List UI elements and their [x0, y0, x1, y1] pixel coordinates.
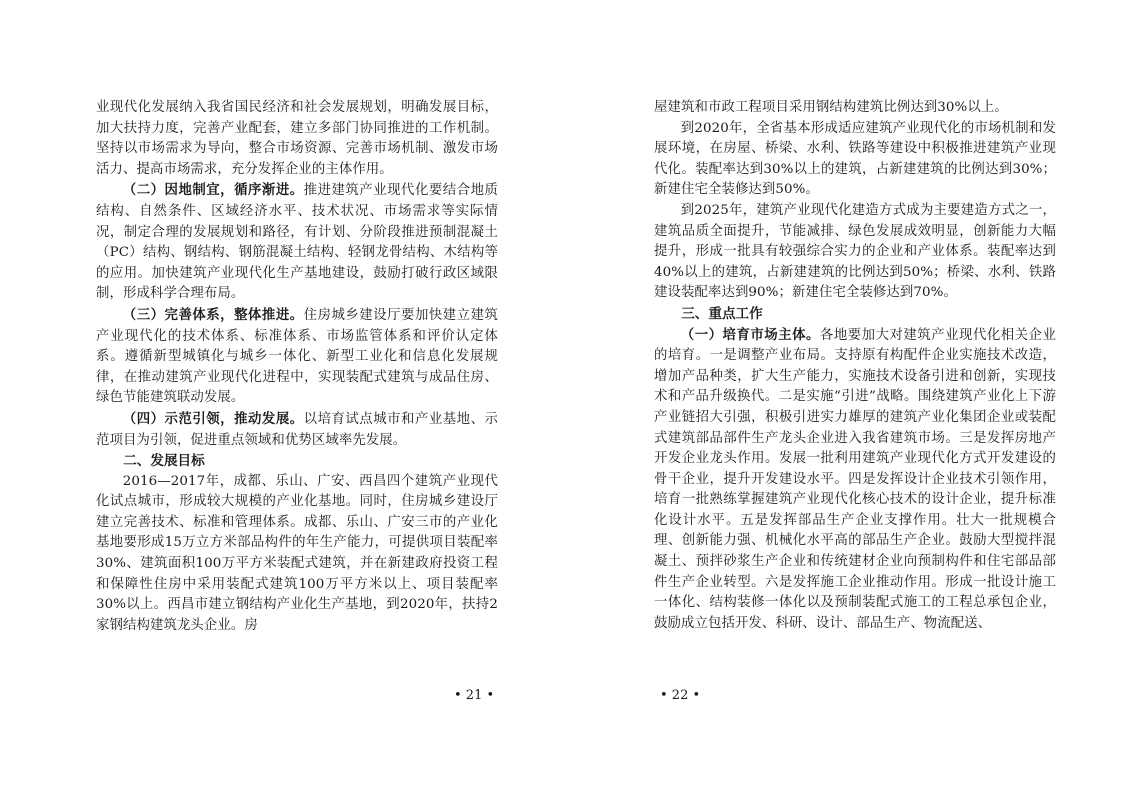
left-paragraph-4-body: 以培育试点城市和产业基地、示范项目为引领，促进重点领域和优势区域率先发展。 — [96, 411, 498, 448]
right-paragraph-3: 到2025年，建筑产业现代化建造方式成为主要建造方式之一，建筑品质全面提升，节能减排、绿色发展成效明显，创新能力大幅提升，形成一批具有较强综合实力的企业和产业体系。装配率达到40%以上的建筑，占新建建筑的比例达到50%；桥梁、水利、铁路建设装配率达到90%；新建住宅全装修达到70%。 — [654, 202, 1056, 301]
right-paragraph-2: 到2020年，全省基本形成适应建筑产业现代化的市场机制和发展环境，在房屋、桥梁、水利、铁路等建设中积极推进建筑产业现代化。装配率达到30%以上的建筑，占新建建筑的比例达到30%；新建住宅全装修达到50%。 — [654, 120, 1056, 198]
left-paragraph-3 — [96, 305, 498, 409]
right-page — [654, 98, 1056, 634]
right-paragraph-4-body: 各地要加大对建筑产业现代化相关企业的培育。一是调整产业布局。支持原有构配件企业实施技术改造，增加产品种类，扩大生产能力，实施技术设备引进和创新，实现技术和产品升级换代。二是实施“引进”战略。围绕建筑产业化上下游产业链招大引强，积极引进实力雄厚的建筑产业化集团企业或装配式建筑部品部件生产龙头企业进入我省建筑市场。三是发挥房地产开发企业龙头作用。发展一批利用建筑产业现代化方式开发建设的骨干企业，提升开发建设水平。四是发挥设计企业技术引领作用，培育一批熟练掌握建筑产业现代化核心技术的设计企业，提升标准化设计水平。五是发挥部品生产企业支撑作用。壮大一批规模合理、创新能力强、机械化水平高的部品生产企业。鼓励大型搅拌混凝土、预拌砂浆生产企业和传统建材企业向预制构件和住宅部品部件生产企业转型。六是发挥施工企业推动作用。形成一批设计施工一体化、结构装修一体化以及预制装配式施工的工程总承包企业，鼓励成立包括开发、科研、设计、部品生产、物流配送、 — [654, 327, 1057, 631]
left-page — [96, 98, 498, 636]
page-number-left: • 21 • — [454, 688, 495, 703]
left-paragraph-1: 业现代化发展纳入我省国民经济和社会发展规划，明确发展目标，加大扶持力度，完善产业配套，建立多部门协同推进的工作机制。坚持以市场需求为导向，整合市场资源、完善市场机制、激发市场活力、提高市场需求，充分发挥企业的主体作用。 — [96, 100, 498, 177]
page-number-right: • 22 • — [660, 688, 701, 703]
right-paragraph-1: 屋建筑和市政工程项目采用钢结构建筑比例达到30%以上。 — [654, 100, 1008, 115]
left-paragraph-2-lead: （二）因地制宜，循序渐进。 — [122, 182, 304, 199]
left-paragraph-5: 2016—2017年，成都、乐山、广安、西昌四个建筑产业现代化试点城市，形成较大规模的产业化基地。同时，住房城乡建设厅建立完善技术、标准和管理体系。成都、乐山、广安三市的产业化基地要形成15万立方米部品构件的年生产能力，可提供项目装配率30%、建筑面积100万平方米装配式建筑，并在新建政府投资工程和保障性住房中采用装配式建筑100万平方米以上、项目装配率30%以上。西昌市建立钢结构产业化生产基地，到2020年，扶持2家钢结构建筑龙头企业。房 — [96, 473, 498, 633]
left-paragraph-3-lead: （三）完善体系，整体推进。 — [122, 306, 304, 323]
left-paragraph-4-lead: （四）示范引领，推动发展。 — [122, 410, 304, 427]
left-paragraph-4 — [96, 409, 498, 451]
right-paragraph-4-lead: （一）培育市场主体。 — [680, 326, 820, 343]
left-paragraph-2-body: 推进建筑产业现代化要结合地质结构、自然条件、区域经济水平、技术状况、市场需求等实际情况，制定合理的发展规划和路径，有计划、分阶段推进预制混凝土（PC）结构、钢结构、钢筋混凝土结构、轻钢龙骨结构、木结构等的应用。加快建筑产业现代化生产基地建设，鼓励打破行政区域限制，形成科学合理布局。 — [96, 183, 498, 302]
right-paragraph-4 — [654, 325, 1056, 635]
heading-key-work: 三、重点工作 — [681, 305, 763, 322]
left-paragraph-2 — [96, 180, 498, 305]
left-paragraph-3-body: 住房城乡建设厅要加快建立建筑产业现代化的技术体系、标准体系、市场监管体系和评价认定体系。遵循新型城镇化与城乡一体化、新型工业化和信息化发展规律，在推动建筑产业现代化进程中，实现装配式建筑与成品住房、绿色节能建筑联动发展。 — [96, 307, 498, 406]
heading-development-goals: 二、发展目标 — [123, 453, 205, 470]
